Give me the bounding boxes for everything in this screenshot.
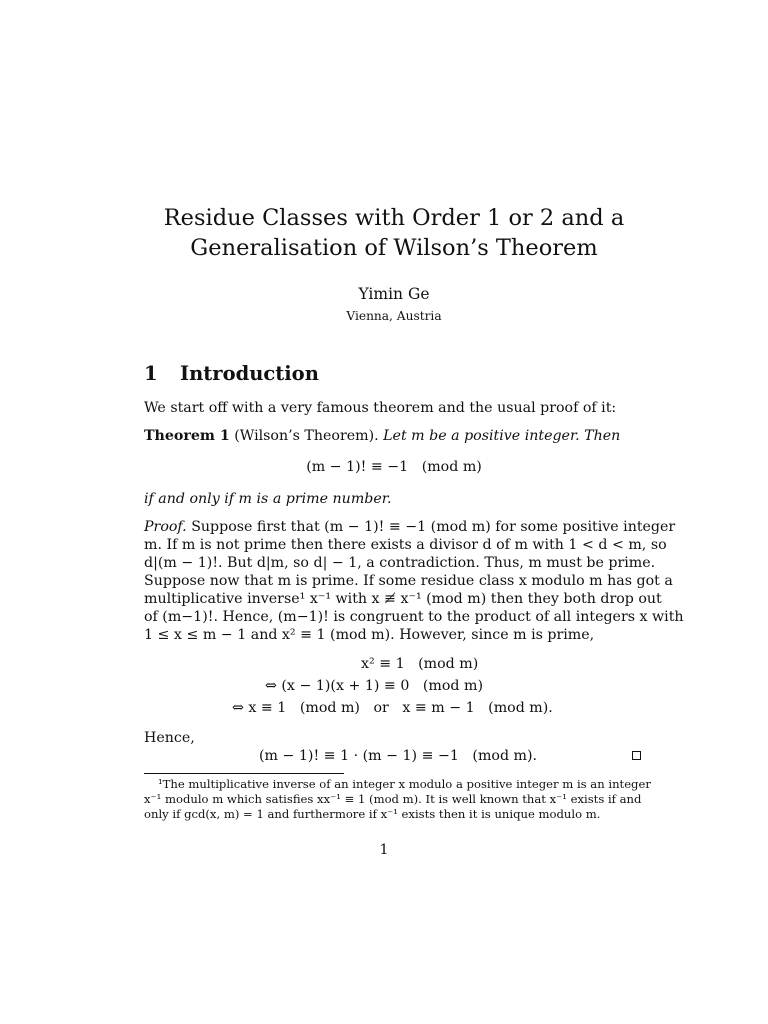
- equation-line-2: ⇔ (x − 1)(x + 1) ≡ 0 (mod m): [265, 678, 483, 694]
- proof-line-4: Suppose now that m is prime. If some residue class x modulo m has got a: [144, 573, 673, 589]
- proof-line-5: multiplicative inverse¹ x⁻¹ with x ≢ x⁻¹ (mod m) then they both drop out: [144, 591, 662, 607]
- theorem-name: (Wilson’s Theorem).: [234, 428, 379, 444]
- author-affiliation: Vienna, Austria: [346, 309, 442, 323]
- paper-title-line-2: Generalisation of Wilson’s Theorem: [190, 235, 598, 261]
- theorem-label: Theorem 1: [144, 428, 230, 444]
- theorem-conclusion: [144, 491, 644, 509]
- proof-line-3: d|(m − 1)!. But d|m, so d| − 1, a contradiction. Thus, m must be prime.: [144, 555, 656, 571]
- section-title: Introduction: [180, 362, 319, 385]
- final-equation: (m − 1)! ≡ 1 · (m − 1) ≡ −1 (mod m).: [259, 748, 538, 764]
- theorem-equation: (m − 1)! ≡ −1 (mod m): [306, 459, 482, 475]
- author-name: Yimin Ge: [358, 285, 430, 303]
- theorem-statement: Let m be a positive integer. Then: [383, 428, 621, 444]
- equation-line-3: ⇔ x ≡ 1 (mod m) or x ≡ m − 1 (mod m).: [232, 700, 553, 716]
- page-number: 1: [379, 842, 389, 858]
- proof-line-6: of (m−1)!. Hence, (m−1)! is congruent to the product of all integers x with: [144, 609, 684, 625]
- theorem-heading: [144, 428, 644, 446]
- proof-line-7: 1 ≤ x ≤ m − 1 and x² ≡ 1 (mod m). However, since m is prime,: [144, 627, 595, 643]
- proof-label: Proof.: [144, 519, 187, 535]
- qed-square-icon: [632, 751, 641, 760]
- footnote-line-1: ¹The multiplicative inverse of an integer x modulo a positive integer m is an integer: [158, 777, 651, 791]
- proof-line-1: [144, 519, 676, 537]
- hence-text: Hence,: [144, 730, 195, 746]
- paper-title-line-1: Residue Classes with Order 1 or 2 and a: [163, 205, 625, 231]
- proof-line-2: m. If m is not prime then there exists a divisor d of m with 1 < d < m, so: [144, 537, 667, 553]
- proof-line-1-text: Suppose first that (m − 1)! ≡ −1 (mod m) for some positive integer: [191, 519, 676, 535]
- equation-line-1: x² ≡ 1 (mod m): [361, 656, 479, 672]
- theorem-conclusion-text: if and only if m is a prime number.: [144, 491, 392, 507]
- footnote-line-3: only if gcd(x, m) = 1 and furthermore if x⁻¹ exists then it is unique modulo m.: [144, 807, 601, 821]
- section-number: 1: [144, 362, 158, 385]
- footnote-line-2: x⁻¹ modulo m which satisfies xx⁻¹ ≡ 1 (mod m). It is well known that x⁻¹ exists if and: [144, 792, 642, 806]
- section-heading: [144, 362, 319, 385]
- intro-paragraph: We start off with a very famous theorem and the usual proof of it:: [144, 400, 617, 416]
- footnote-rule: [144, 773, 344, 774]
